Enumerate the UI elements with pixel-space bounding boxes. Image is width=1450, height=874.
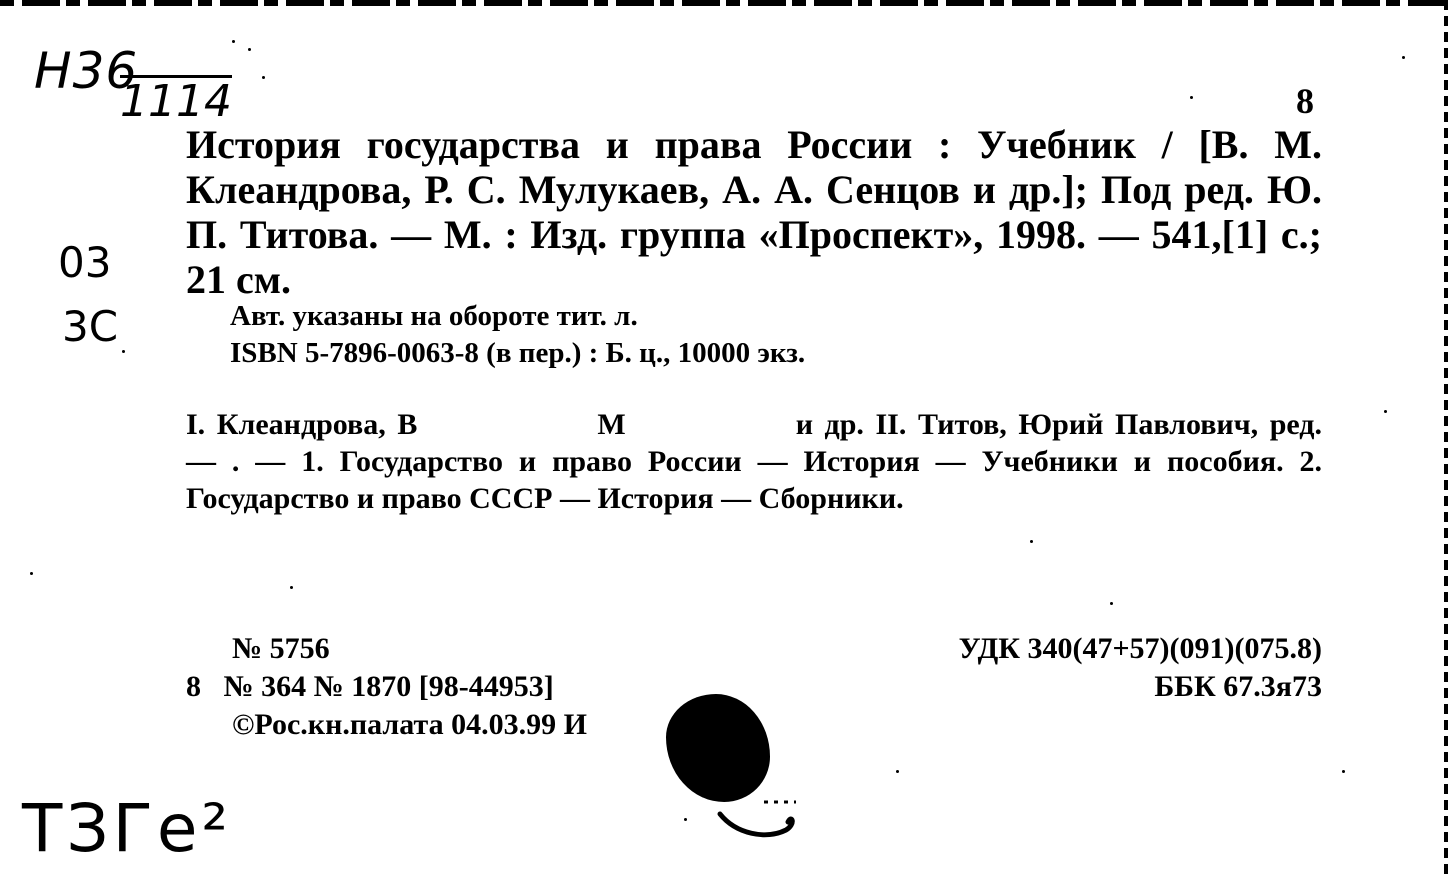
bbk-code: ББК 67.3я73 (1154, 670, 1322, 703)
handwritten-note-1: 03 (58, 238, 112, 287)
speck (30, 572, 33, 575)
speck (290, 586, 293, 589)
footer-left (186, 630, 587, 744)
record-number-line (186, 668, 587, 706)
record-number-2: № 364 № 1870 [98-44953] (223, 670, 554, 703)
handwritten-bottom-note: ТЗГе² (22, 790, 232, 867)
main-bibliographic-entry: История государства и права России : Учебник / [В. М. Клеандрова, Р. С. Мулукаев, А. А. Сенцов и др.]; Под ред. Ю. П. Титова. — М. : Изд. группа «Проспект», 1998. — 541,[1] с.; 21 см. (186, 122, 1322, 302)
speck (1190, 96, 1193, 99)
card-right-edge (1444, 0, 1448, 874)
record-prefix: 8 (186, 670, 201, 703)
tracing-part-2: М (597, 408, 626, 441)
record-number-1: № 5756 (232, 632, 330, 665)
footer-right (959, 630, 1322, 706)
notes-block (230, 298, 805, 372)
handwritten-shelf-subnumber: 1114 (120, 76, 232, 127)
ink-smear (716, 800, 806, 850)
speck (684, 818, 687, 821)
speck (262, 76, 265, 79)
copyright-line: ©Рос.кн.палата 04.03.99 И (232, 708, 587, 741)
ink-blot (666, 694, 770, 802)
speck (1030, 540, 1033, 543)
tracings-block (186, 406, 1322, 517)
card-top-edge (0, 0, 1450, 6)
handwritten-note-2: 3С (62, 302, 119, 351)
speck (1342, 770, 1345, 773)
speck (1384, 410, 1387, 413)
tracing-part-1: I. Клеандрова, В (186, 408, 418, 441)
speck (122, 350, 125, 353)
isbn-line: ISBN 5-7896-0063-8 (в пер.) : Б. ц., 10000 экз. (230, 337, 806, 369)
speck (1402, 56, 1405, 59)
authors-note: Авт. указаны на обороте тит. л. (230, 300, 638, 332)
handwritten-shelf-mark: Н36 (34, 42, 139, 100)
udk-code: УДК 340(47+57)(091)(075.8) (958, 632, 1322, 665)
speck (1110, 602, 1113, 605)
speck (248, 48, 251, 51)
card-number: 8 (1296, 81, 1314, 121)
tracing-part-3: и др. II. Титов, Юрий Павлович, ред. — . — 1. Государство и право России — История — Учебники и пособия. 2. Государство и право СССР — История — Сборники. (186, 408, 1322, 515)
speck (896, 770, 899, 773)
speck (232, 40, 235, 43)
